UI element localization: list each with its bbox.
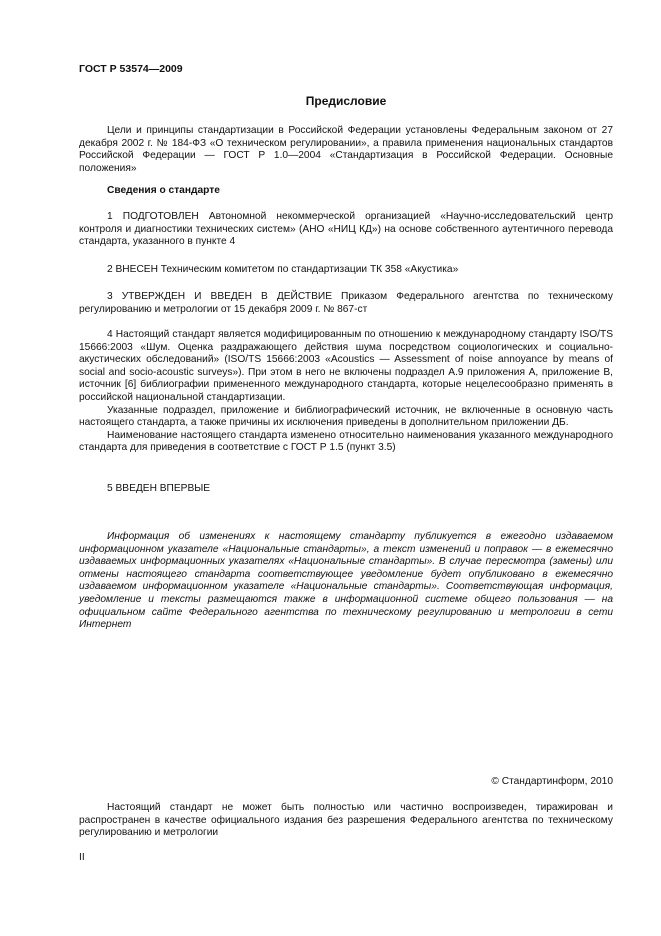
- copyright: © Стандартинформ, 2010: [491, 776, 613, 787]
- item-2-submitted: 2 ВНЕСЕН Техническим комитетом по стандартизации ТК 358 «Акустика»: [107, 264, 459, 275]
- info-heading: Сведения о стандарте: [107, 185, 220, 196]
- item-1-prepared: 1 ПОДГОТОВЛЕН Автономной некоммерческой организацией «Научно-исследовательский центр контроля и диагностики технических систем» (АНО «НИЦ КД») на основе собственного аутентичного перевода стандарта, указанного в пункте 4: [79, 211, 613, 248]
- item-4-paragraph-1: 4 Настоящий стандарт является модифицированным по отношению к международному стандарту ISO/TS 15666:2003 «Шум. Оценка раздражающего действия шума посредством социологических и социально-акустических обследований» (ISO/TS 15666:2003 «Acoustics — Assessment of noise annoyance by means of social and socio-acoustic surveys»). При этом в него не включены подраздел А.9 приложения А, приложение В, источник [6] библиографии примененного международного стандарта, которые нецелесообразно применять в российской национальной стандартизации.: [79, 329, 613, 403]
- document-header: ГОСТ Р 53574—2009: [79, 63, 183, 75]
- reproduction-notice: Настоящий стандарт не может быть полностью или частично воспроизведен, тиражирован и распространен в качестве официального издания без разрешения Федерального агентства по техническому регулированию и метрологии: [79, 802, 613, 839]
- item-4-paragraph-2: Указанные подраздел, приложение и библиографический источник, не включенные в основную часть настоящего стандарта, а также причины их исключения приведены в дополнительном приложении ДБ.: [79, 404, 613, 429]
- page-number: II: [79, 852, 85, 863]
- item-3-approved: 3 УТВЕРЖДЕН И ВВЕДЕН В ДЕЙСТВИЕ Приказом Федерального агентства по техническому регулированию и метрологии от 15 декабря 2009 г. № 867-ст: [79, 291, 613, 315]
- intro-paragraph: Цели и принципы стандартизации в Российской Федерации установлены Федеральным законом от 27 декабря 2002 г. № 184-ФЗ «О техническом регулировании», а правила применения национальных стандартов Российской Федерации — ГОСТ Р 1.0—2004 «Стандартизация в Российской Федерации. Основные положения»: [79, 125, 613, 174]
- changes-notice: Информация об изменениях к настоящему стандарту публикуется в ежегодно издаваемом информационном указателе «Национальные стандарты», а текст изменений и поправок — в ежемесячно издаваемых информационных указателях «Национальные стандарты». В случае пересмотра (замены) или отмены настоящего стандарта соответствующее уведомление будет опубликовано в ежемесячно издаваемом информационном указателе «Национальные стандарты». Соответствующая информация, уведомление и тексты размещаются также в информационной системе общего пользования — на официальном сайте Федерального агентства по техническому регулированию и метрологии в сети Интернет: [79, 531, 613, 631]
- item-4-block: [79, 329, 613, 455]
- page-title: Предисловие: [305, 94, 387, 108]
- item-5-introduced: 5 ВВЕДЕН ВПЕРВЫЕ: [107, 483, 211, 494]
- item-4-paragraph-3: Наименование настоящего стандарта изменено относительно наименования указанного международного стандарта для приведения в соответствие с ГОСТ Р 1.5 (пункт 3.5): [79, 429, 613, 454]
